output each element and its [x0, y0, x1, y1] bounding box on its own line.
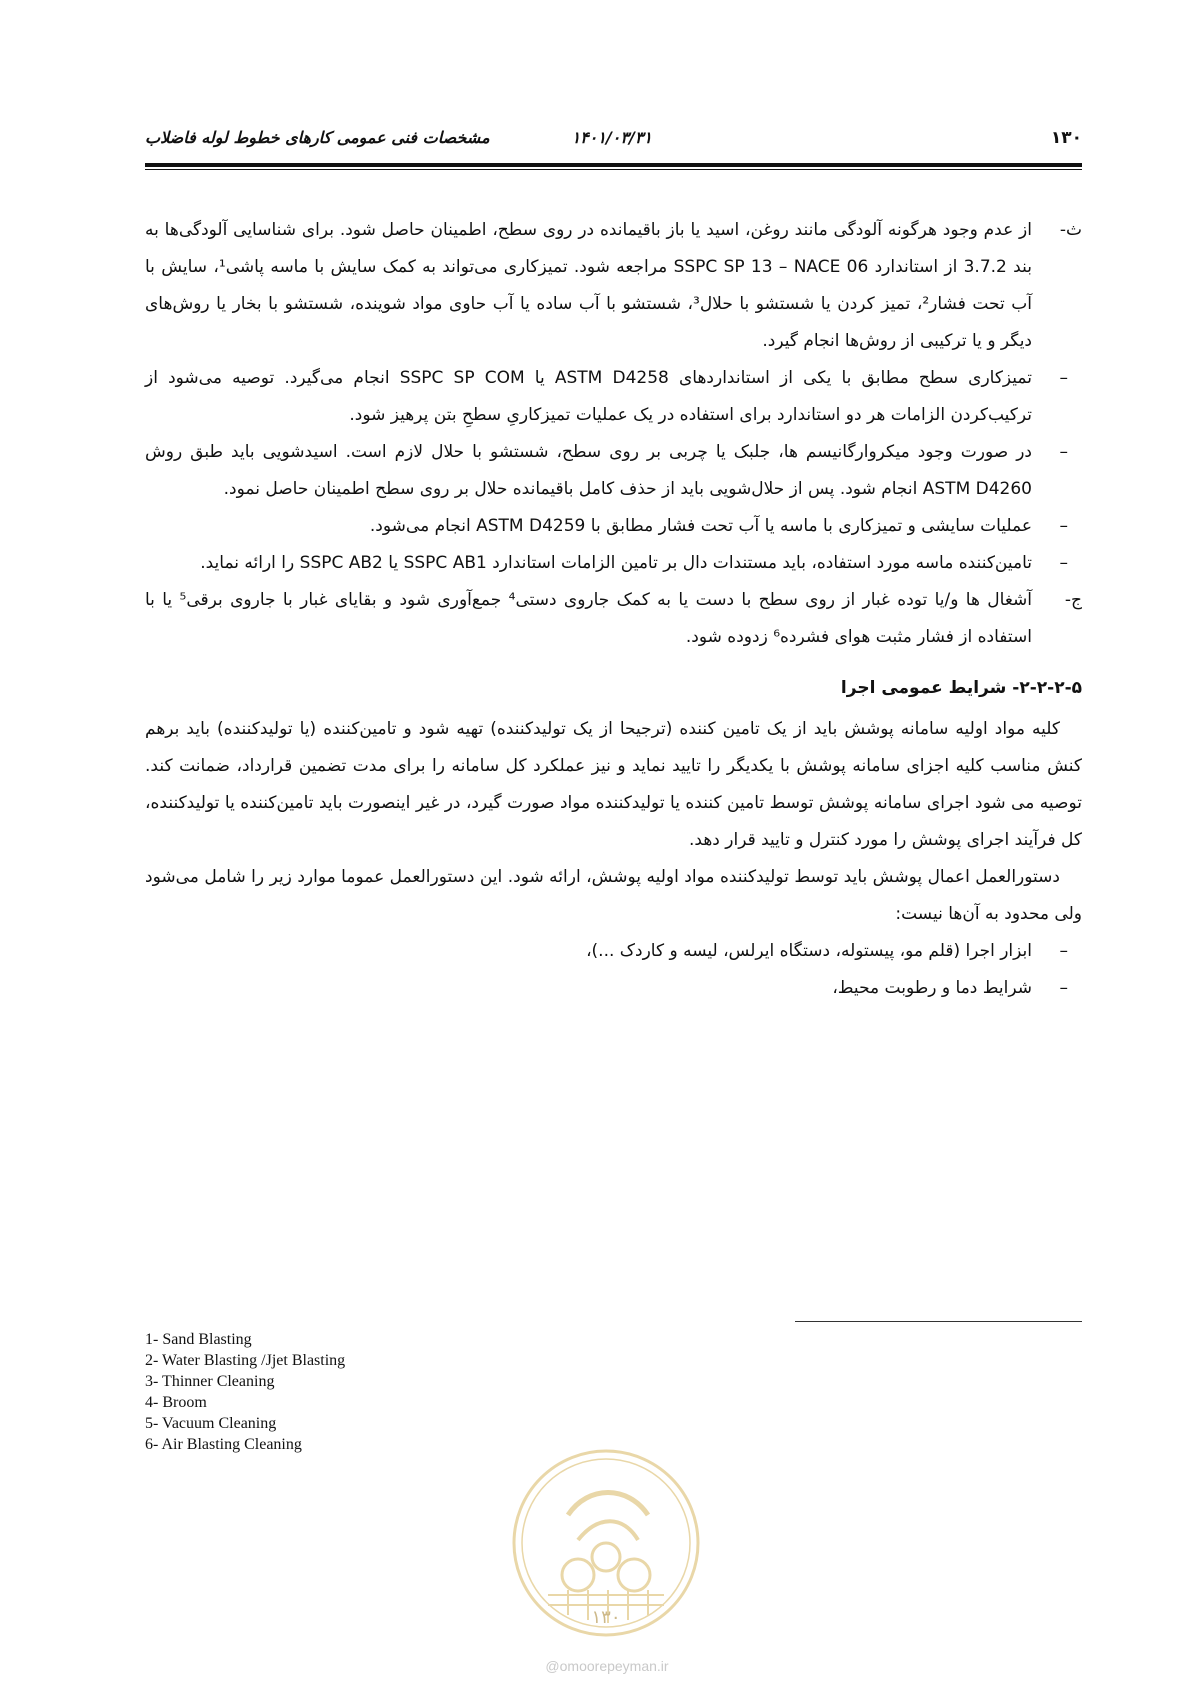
footnote: 2- Water Blasting /Jjet Blasting [145, 1352, 346, 1369]
section-heading: ۲-۲-۲-۵- شرایط عمومی اجرا [840, 678, 1082, 698]
list-item-text: تمیزکاری سطح مطابق با یکی از استانداردهای ASTM D4258 یا SSPC SP COM انجام می‌گیرد. توصیه می‌شود از ترکیب‌کردن الزامات هر دو استاندارد برای استفاده در یک عملیات تمیزکاریِ سطحِ بتن پرهیز شود. [145, 368, 1032, 425]
item-text: از عدم وجود هرگونه آلودگی مانند روغن، اسید یا باز باقیمانده در روی سطح، اطمینان حاصل شود. برای شناسایی آلودگی‌ها به بند 3.7.2 از استاندارد SSPC SP 13 – NACE 06 مراجعه شود. تمیزکاری می‌تواند به کمک سایش با ماسه پاشی¹، سایش با آب تحت فشار²، تمیز کردن یا شستشو با حلال³، شستشو با آب ساده یا آب حاوی مواد شوینده، شستشو با بخار یا روش‌های دیگر و یا ترکیبی از روش‌ها انجام گیرد. [145, 220, 1032, 351]
list-item-text: شرایط دما و رطوبت محیط، [832, 978, 1032, 998]
dash-marker: – [1059, 978, 1068, 998]
footnote: 5- Vacuum Cleaning [145, 1415, 277, 1432]
list-item-text: تامین‌کننده ماسه مورد استفاده، باید مستندات دال بر تامین الزامات استاندارد SSPC AB1 یا SSPC AB2 را ارائه نماید. [200, 553, 1032, 573]
page-header [145, 128, 1082, 158]
footnote: 1- Sand Blasting [145, 1331, 252, 1348]
list-item [145, 434, 1068, 508]
list-item [145, 360, 1068, 434]
item-text: آشغال ها و/یا توده غبار از روی سطح با دست یا به کمک جاروی دستی⁴ جمع‌آوری شود و بقایای غبار با جاروی برقی⁵ یا با استفاده از فشار مثبت هوای فشرده⁶ زدوده شود. [145, 590, 1032, 647]
paragraph: دستورالعمل اعمال پوشش باید توسط تولیدکننده مواد اولیه پوشش، ارائه شود. این دستورالعمل عموما موارد زیر را شامل می‌شود ولی محدود به آن‌ها نیست: [145, 867, 1082, 924]
list-item [145, 508, 1068, 545]
footnote-rule [795, 1321, 1082, 1322]
list-item [145, 933, 1068, 970]
item-marker: ج- [1064, 590, 1082, 610]
dash-marker: – [1059, 516, 1068, 536]
list-item-text: ابزار اجرا (قلم مو، پیستوله، دستگاه ایرلس، لیسه و کاردک ...)، [586, 941, 1032, 961]
header-page-number: ۱۳۰ [1050, 128, 1082, 148]
footnote: 6- Air Blasting Cleaning [145, 1436, 302, 1453]
header-rule-thin [145, 169, 1082, 170]
paragraph: کلیه مواد اولیه سامانه پوشش باید از یک تامین کننده (ترجیحا از یک تولیدکننده) تهیه شود و تامین‌کننده (یا تولیدکننده) باید برهم کنش مناسب کلیه اجزای سامانه پوشش با یکدیگر را تایید نماید و نیز عملکرد کل سامانه را برای مدت تضمین قرارداد، ضمانت کند. توصیه می شود اجرای سامانه پوشش توسط تامین کننده یا تولیدکننده مواد صورت گیرد، در غیر اینصورت باید تامین‌کننده یا تولیدکننده، کل فرآیند اجرای پوشش را مورد کنترل و تایید قرار دهد. [145, 719, 1082, 850]
item-marker: ث- [1059, 220, 1082, 240]
item-th [145, 212, 1082, 360]
header-title: مشخصات فنی عمومی کارهای خطوط لوله فاضلاب [145, 128, 490, 147]
list-item-text: در صورت وجود میکروارگانیسم ها، جلبک یا چربی بر روی سطح، شستشو با حلال لازم است. اسیدشویی باید طبق روش ASTM D4260 انجام شود. پس از حلال‌شویی باید از حذف کامل باقیمانده حلال بر روی سطح اطمینان حاصل نمود. [145, 442, 1032, 499]
dash-marker: – [1059, 553, 1068, 573]
requirements-list [145, 933, 1068, 1007]
list-item-text: عملیات سایشی و تمیزکاری با ماسه یا آب تحت فشار مطابق با ASTM D4259 انجام می‌شود. [369, 516, 1032, 536]
list-item [145, 970, 1068, 1007]
watermark-seal-icon [508, 1445, 704, 1641]
footnotes [145, 1329, 645, 1455]
header-date: ۱۴۰۱/۰۳/۳۱ [571, 128, 652, 147]
watermark-url: @omoorepeyman.ir [545, 1658, 669, 1674]
item-j [145, 582, 1082, 656]
header-rule-thick [145, 163, 1082, 167]
watermark-page-number: ۱۳۰ [591, 1607, 621, 1628]
list-item [145, 545, 1068, 582]
document-body [145, 212, 1082, 1007]
dash-marker: – [1059, 941, 1068, 961]
dash-marker: – [1059, 442, 1068, 462]
dash-list [145, 360, 1068, 582]
footnote: 3- Thinner Cleaning [145, 1373, 275, 1390]
footnote: 4- Broom [145, 1394, 207, 1411]
dash-marker: – [1059, 368, 1068, 388]
